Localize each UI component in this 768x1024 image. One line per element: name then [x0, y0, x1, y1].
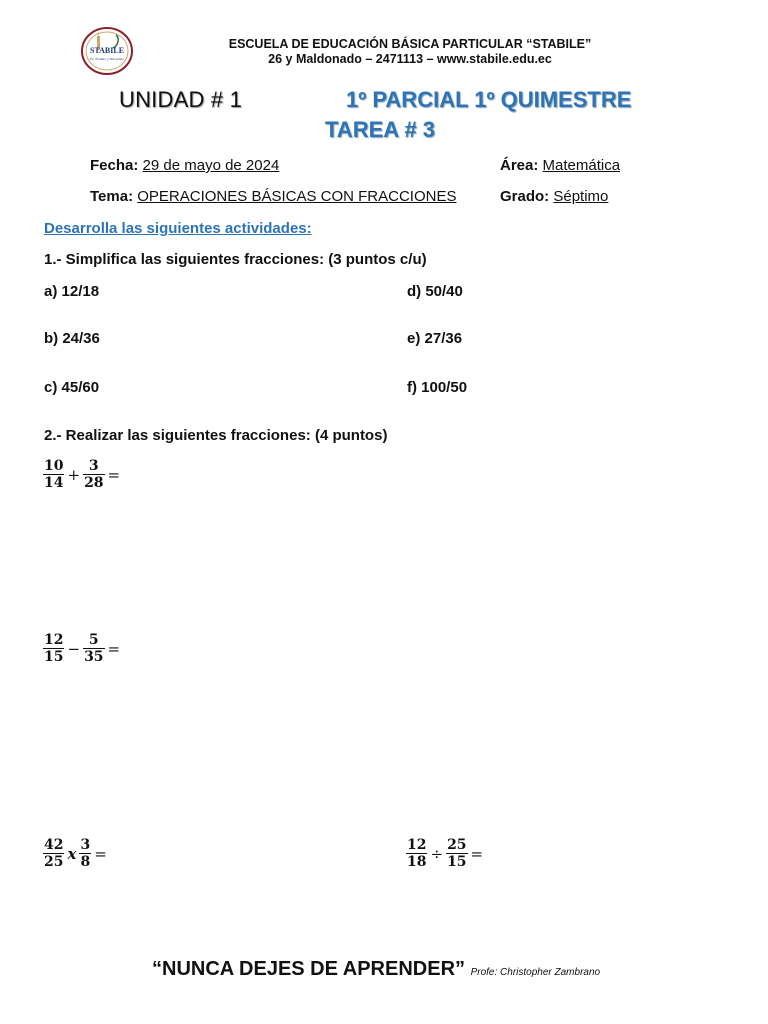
area-label: Área: [500, 157, 539, 174]
area-value: Matemática [542, 157, 621, 174]
grade-field [500, 188, 608, 205]
homework-title: TAREA # 3 [325, 117, 436, 142]
area-field [500, 157, 620, 174]
operator: + [67, 465, 81, 484]
list-item: c) 45/60 [44, 379, 100, 396]
fraction: $\frac{3}{28}$ [84, 458, 104, 491]
equals-sign: = [107, 639, 121, 658]
operator: x [67, 844, 77, 863]
date-label: Fecha: [90, 157, 139, 174]
school-header [160, 37, 660, 67]
fraction: $\frac{10}{14}$ [44, 458, 64, 491]
footer-motto: “NUNCA DEJES DE APRENDER” [152, 958, 466, 980]
teacher-signature: Profe: Christopher Zambrano [470, 967, 601, 978]
equals-sign: = [107, 465, 121, 484]
fraction: $\frac{25}{15}$ [447, 837, 467, 870]
fraction: $\frac{3}{8}$ [80, 837, 91, 870]
logo-text: STABILE [89, 46, 125, 55]
date-field [90, 157, 279, 174]
list-item: a) 12/18 [44, 283, 100, 300]
list-item: f) 100/50 [407, 379, 468, 396]
topic-value: OPERACIONES BÁSICAS CON FRACCIONES [137, 188, 457, 205]
operator: ÷ [430, 844, 444, 863]
topic-field [90, 188, 456, 205]
equals-sign: = [94, 844, 107, 863]
fraction: $\frac{12}{15}$ [44, 632, 64, 665]
equals-sign: = [470, 844, 484, 863]
question-2-title: 2.- Realizar las siguientes fracciones: (4 puntos) [44, 427, 388, 444]
partial-title: 1º PARCIAL 1º QUIMESTRE [346, 87, 632, 112]
list-item: b) 24/36 [44, 330, 100, 347]
grade-value: Séptimo [553, 188, 609, 205]
list-item: e) 27/36 [407, 330, 463, 347]
fraction: $\frac{12}{18}$ [407, 837, 427, 870]
logo-motto: Fe, Estudio y Disciplina [90, 57, 124, 61]
topic-label: Tema: [90, 188, 134, 205]
fraction: $\frac{5}{35}$ [84, 632, 104, 665]
date-value: 29 de mayo de 2024 [142, 157, 280, 174]
fraction: $\frac{42}{25}$ [44, 837, 64, 870]
operator: − [67, 639, 81, 658]
unit-title: UNIDAD # 1 [119, 87, 243, 112]
instructions-heading: Desarrolla las siguientes actividades: [44, 220, 312, 237]
list-item: d) 50/40 [407, 283, 463, 300]
school-name: ESCUELA DE EDUCACIÓN BÁSICA PARTICULAR “STABILE” [228, 37, 592, 51]
grade-label: Grado: [500, 188, 550, 205]
fraction-expression [43, 632, 121, 665]
school-address: 26 y Maldonado – 2471113 – www.stabile.edu.ec [268, 52, 552, 66]
fraction-expression [43, 837, 108, 870]
fraction-expression [43, 458, 121, 491]
question-1-title: 1.- Simplifica las siguientes fracciones: (3 puntos c/u) [44, 251, 427, 268]
school-logo [80, 26, 134, 76]
fraction-expression [406, 837, 484, 870]
footer [152, 958, 600, 981]
